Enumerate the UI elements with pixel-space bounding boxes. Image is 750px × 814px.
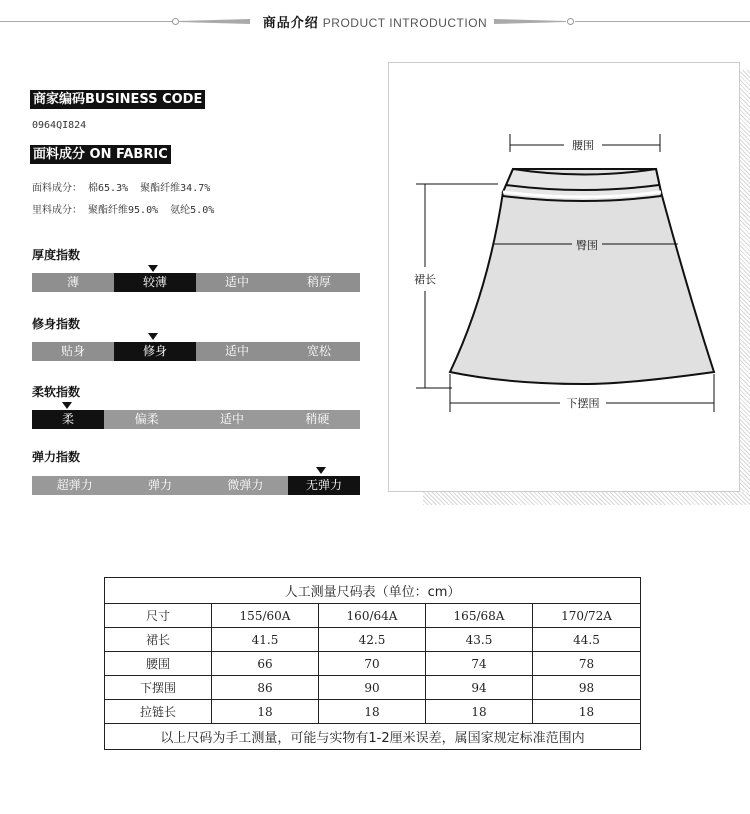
index-option: 超弹力 — [56, 478, 93, 492]
waist-label: 腰围 — [572, 139, 594, 152]
table-row — [105, 652, 641, 676]
table-caption-row — [105, 578, 641, 604]
length-label: 裙长 — [414, 273, 436, 286]
index-option: 薄 — [66, 275, 79, 289]
table-cell: 66 — [212, 652, 319, 676]
hip-label: 臀围 — [576, 239, 598, 252]
table-cell: 18 — [426, 700, 533, 724]
table-caption: 人工测量尺码表（单位：cm） — [105, 578, 641, 604]
fabric-outer: 面料成分： 棉65.3% 聚酯纤维34.7% — [32, 183, 211, 194]
index-option: 稍硬 — [305, 412, 330, 426]
section-title-en: PRODUCT INTRODUCTION — [322, 16, 488, 30]
table-header-cell: 155/60A — [212, 604, 319, 628]
index-title: 柔软指数 — [32, 385, 81, 399]
hem-label: 下摆围 — [566, 397, 600, 410]
business-code-value: 0964QI824 — [32, 120, 87, 131]
index-option: 稍厚 — [306, 275, 331, 289]
index-title: 弹力指数 — [32, 450, 81, 464]
table-row — [105, 676, 641, 700]
index-option-selected: 无弹力 — [288, 476, 360, 495]
business-code-label: 商家编码BUSINESS CODE — [30, 90, 205, 109]
index-option: 贴身 — [60, 344, 85, 358]
table-cell: 78 — [533, 652, 641, 676]
table-cell: 拉链长 — [105, 700, 212, 724]
index-option: 偏柔 — [134, 412, 159, 426]
index-option: 适中 — [224, 344, 249, 358]
index-scale — [32, 273, 360, 292]
index-option: 适中 — [224, 275, 249, 289]
table-cell: 18 — [212, 700, 319, 724]
index-scale — [32, 476, 360, 495]
table-row — [105, 700, 641, 724]
skirt-diagram — [388, 62, 740, 492]
table-cell: 43.5 — [426, 628, 533, 652]
fabric-lining: 里料成分： 聚酯纤维95.0% 氨纶5.0% — [32, 205, 215, 216]
table-header-cell: 165/68A — [426, 604, 533, 628]
table-cell: 98 — [533, 676, 641, 700]
index-marker — [148, 333, 158, 340]
table-cell: 90 — [319, 676, 426, 700]
table-header-cell: 尺寸 — [105, 604, 212, 628]
table-cell: 腰围 — [105, 652, 212, 676]
table-header-row — [105, 604, 641, 628]
table-row — [105, 628, 641, 652]
index-marker — [148, 265, 158, 272]
header-rule-right — [575, 21, 750, 22]
table-cell: 70 — [319, 652, 426, 676]
diagram-shadow-bottom — [423, 492, 750, 505]
size-table — [104, 577, 641, 750]
index-scale — [32, 342, 360, 361]
index-title: 修身指数 — [32, 317, 81, 331]
section-title-cn: 商品介绍 — [262, 16, 319, 31]
index-option-selected: 修身 — [114, 342, 196, 361]
index-option-selected: 柔 — [32, 410, 104, 429]
index-option: 宽松 — [306, 344, 331, 358]
header-dot-right — [567, 18, 574, 25]
index-scale — [32, 410, 360, 429]
index-title: 厚度指数 — [32, 248, 81, 262]
index-marker — [62, 402, 72, 409]
index-option-selected: 较薄 — [114, 273, 196, 292]
table-cell: 裙长 — [105, 628, 212, 652]
table-cell: 41.5 — [212, 628, 319, 652]
table-cell: 下摆围 — [105, 676, 212, 700]
table-footnote-row — [105, 724, 641, 750]
index-option: 适中 — [219, 412, 244, 426]
table-footnote: 以上尺码为手工测量，可能与实物有1-2厘米误差，属国家规定标准范围内 — [105, 724, 641, 750]
table-cell: 44.5 — [533, 628, 641, 652]
table-cell: 18 — [533, 700, 641, 724]
table-cell: 42.5 — [319, 628, 426, 652]
index-option: 微弹力 — [227, 478, 264, 492]
table-cell: 94 — [426, 676, 533, 700]
table-cell: 86 — [212, 676, 319, 700]
table-cell: 18 — [319, 700, 426, 724]
fabric-label: 面料成分 ON FABRIC — [30, 145, 171, 164]
index-marker — [316, 467, 326, 474]
table-cell: 74 — [426, 652, 533, 676]
table-header-cell: 170/72A — [533, 604, 641, 628]
diagram-shadow-right — [740, 70, 750, 505]
table-header-cell: 160/64A — [319, 604, 426, 628]
index-option: 弹力 — [147, 478, 172, 492]
